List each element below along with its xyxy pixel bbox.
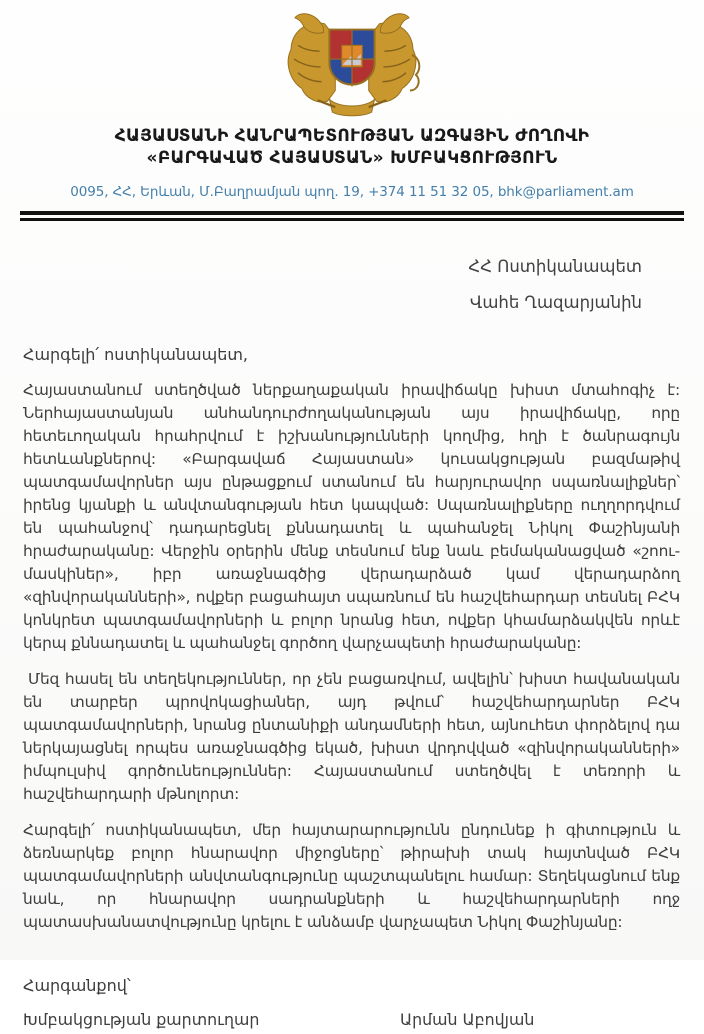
salutation: Հարգելի՛ ոստիկանապետ, bbox=[23, 344, 249, 364]
signature-row bbox=[23, 1010, 680, 1034]
addressee-name: Վահե Ղազարյանին bbox=[469, 292, 642, 312]
letterhead bbox=[0, 6, 704, 221]
signatory-name: Արման Աբովյան bbox=[400, 1009, 535, 1029]
body-paragraph-1: Հայաստանում ստեղծված ներքաղաքական իրավիճակը խիստ մտահոգիչ է: Ներհայաստանյան անհանդուրժողականության այս իրավիճակը, որը հետեւողական հրահրվում է իշխանությունների կողմից, հղի է ծանրագույն հետևանքներով: «Բարգավաճ Հայաստան» կուսակցության բազմաթիվ պատգամավորներ այս ընթացքում ստանում են հարյուրավոր սպառնալիքներ՝ իրենց կյանքի և անվտանգության հետ կապված: Սպառնալիքները ուղղորդվում են պահանջով՝ դադարեցնել քննադատել և պահանջել Նիկոլ Փաշինյանի հրաժարականը: Վերջին օրերին մենք տեսնում ենք նաև բեմականացված «շոու-մասկիներ», իբր առաջնագծից վերադարձած կամ վերադարձող «զինվորականների», ովքեր բացահայտ սպառնում են հաշվեհարդար տեսնել ԲՀԿ կոնկրետ պատգամավորների և բոլոր նրանց հետ, ովքեր կհամարձակվեն որևէ կերպ քննադատել և պահանջել գործող վարչապետի հրաժարականը: bbox=[23, 380, 680, 652]
signatory-title: Խմբակցության քարտուղար bbox=[23, 1009, 260, 1029]
addressee-title: ՀՀ Ոստիկանապետ bbox=[468, 256, 642, 276]
addressee-block bbox=[0, 249, 704, 321]
header-divider bbox=[20, 211, 684, 221]
faction-name: «ԲԱՐԳԱՎԱԾ ՀԱՅԱՍՏԱՆ» ԽՄԲԱԿՑՈՒԹՅՈՒՆ bbox=[146, 148, 558, 169]
body-paragraph-2: Մեզ հասել են տեղեկություններ, որ չեն բացառվում, ավելին՝ խիստ հավանական են տարբեր պրովոկացիաներ, այդ թվում՝ հաշվեհարդարներ ԲՀԿ պատգամավորների, նրանց ընտանիքի անդամների հետ, այնուհետ փորձելով դա ներկայացնել որպես առաջնագծից եկած, խիստ վրդովված «զինվորականների» իմպուլսիվ գործունեություններ: Հայաստանում ստեղծվել է տեռորի և հաշվեհարդարի մթնոլորտ: bbox=[23, 669, 680, 803]
org-name-line: ՀԱՅԱՍՏԱՆԻ ՀԱՆՐԱՊԵՏՈՒԹՅԱՆ ԱԶԳԱՅԻՆ ԺՈՂՈՎԻ bbox=[114, 126, 590, 146]
body-paragraph-3: Հարգելի՛ ոստիկանապետ, մեր հայտարարությունն ընդունեք ի գիտություն և ձեռնարկեք բոլոր հնարավոր միջոցները՝ թիրախի տակ հայտնված ԲՀԿ պատգամավորների անվտանգությունը պաշտպանելու համար: Տեղեկացնում ենք նաև, որ հնարավոր սադրանքների և հաշվեհարդարների ողջ պատասխանատվությունը կրելու է անձամբ վարչապետ Նիկոլ Փաշինյանը: bbox=[23, 820, 680, 931]
armenia-coat-of-arms-icon bbox=[277, 6, 427, 118]
closing-salutation: Հարգանքով՝ bbox=[23, 975, 131, 995]
contact-info: 0095, ՀՀ, Երևան, Մ.Բաղրամյան պող. 19, +374 11 51 32 05, bhk@parliament.am bbox=[70, 183, 634, 200]
